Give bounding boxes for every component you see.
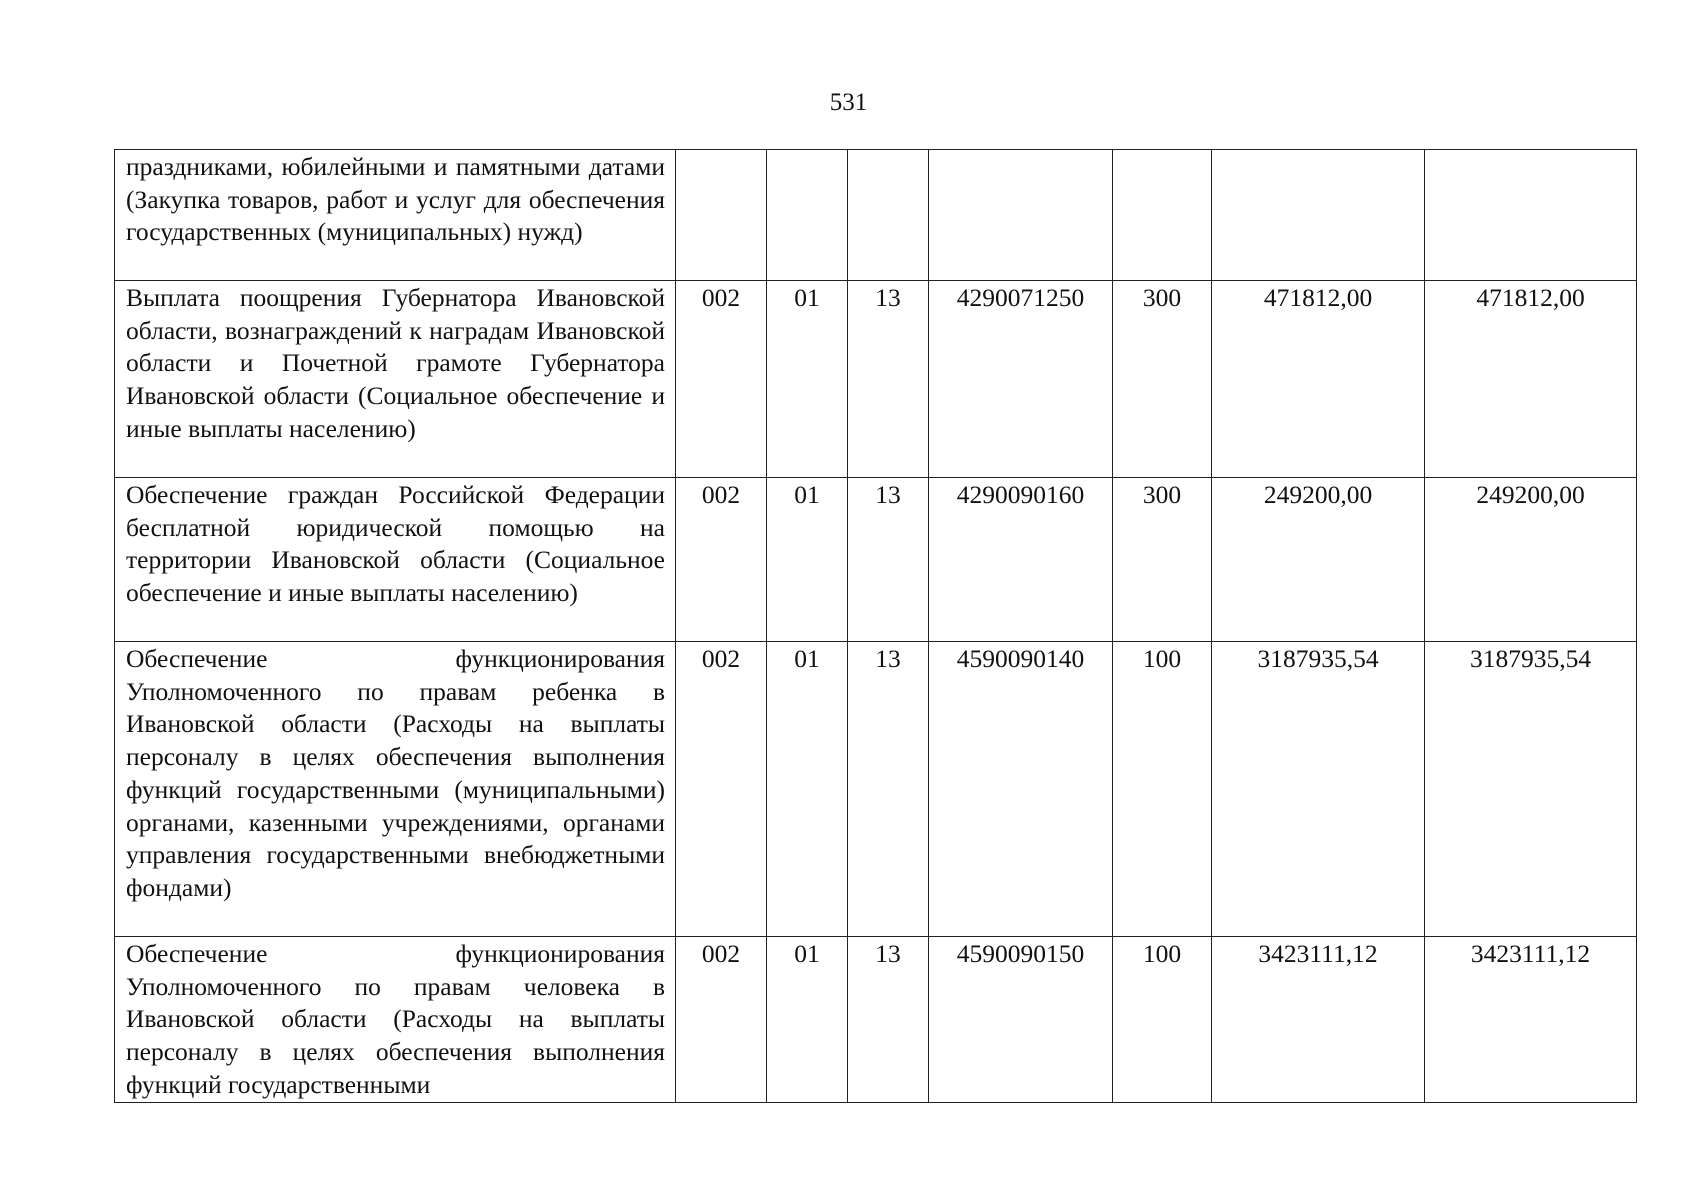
table-row (115, 642, 1637, 937)
cell-gr: 002 (676, 281, 767, 478)
cell-rz (767, 150, 848, 281)
cell-rz: 01 (767, 478, 848, 642)
page-number: 531 (829, 89, 868, 116)
cell-gr: 002 (676, 937, 767, 1103)
cell-rz: 01 (767, 281, 848, 478)
cell-vr (1113, 150, 1212, 281)
row-description: Выплата поощрения Губернатора Ивановской области, вознаграждений к наградам Ивановской области и Почетной грамоте Губернатора Ивановской области (Социальное обеспечение и иные выплаты населению) (115, 281, 676, 478)
row-description: праздниками, юбилейными и памятными датами (Закупка товаров, работ и услуг для обеспечения государственных (муниципальных) нужд) (115, 150, 676, 281)
cell-vr: 100 (1113, 642, 1212, 937)
table-row (115, 478, 1637, 642)
cell-pr: 13 (848, 937, 929, 1103)
cell-vr: 300 (1113, 478, 1212, 642)
cell-sum-2: 249200,00 (1425, 478, 1637, 642)
cell-sum-1: 3423111,12 (1212, 937, 1425, 1103)
table-row (115, 937, 1637, 1103)
cell-sum-2: 471812,00 (1425, 281, 1637, 478)
budget-table (114, 149, 1637, 1103)
cell-csr: 4590090150 (929, 937, 1113, 1103)
cell-gr (676, 150, 767, 281)
cell-sum-1: 3187935,54 (1212, 642, 1425, 937)
cell-sum-1: 471812,00 (1212, 281, 1425, 478)
cell-vr: 100 (1113, 937, 1212, 1103)
row-description: Обеспечение граждан Российской Федерации бесплатной юридической помощью на территории Ивановской области (Социальное обеспечение и иные выплаты населению) (115, 478, 676, 642)
table-row (115, 150, 1637, 281)
cell-pr (848, 150, 929, 281)
cell-sum-1 (1212, 150, 1425, 281)
cell-pr: 13 (848, 642, 929, 937)
cell-sum-2: 3423111,12 (1425, 937, 1637, 1103)
cell-vr: 300 (1113, 281, 1212, 478)
row-description: Обеспечение функционирования Уполномоченного по правам ребенка в Ивановской области (Расходы на выплаты персоналу в целях обеспечения выполнения функций государственными (муниципальными) органами, казенными учреждениями, органами управления государственными внебюджетными фондами) (115, 642, 676, 937)
cell-sum-2: 3187935,54 (1425, 642, 1637, 937)
cell-sum-1: 249200,00 (1212, 478, 1425, 642)
cell-gr: 002 (676, 478, 767, 642)
table-row (115, 281, 1637, 478)
cell-rz: 01 (767, 937, 848, 1103)
cell-csr: 4590090140 (929, 642, 1113, 937)
cell-csr (929, 150, 1113, 281)
cell-pr: 13 (848, 281, 929, 478)
cell-csr: 4290071250 (929, 281, 1113, 478)
cell-pr: 13 (848, 478, 929, 642)
cell-sum-2 (1425, 150, 1637, 281)
cell-csr: 4290090160 (929, 478, 1113, 642)
cell-gr: 002 (676, 642, 767, 937)
row-description: Обеспечение функционирования Уполномоченного по правам человека в Ивановской области (Расходы на выплаты персоналу в целях обеспечения выполнения функций государственными (115, 937, 676, 1103)
cell-rz: 01 (767, 642, 848, 937)
